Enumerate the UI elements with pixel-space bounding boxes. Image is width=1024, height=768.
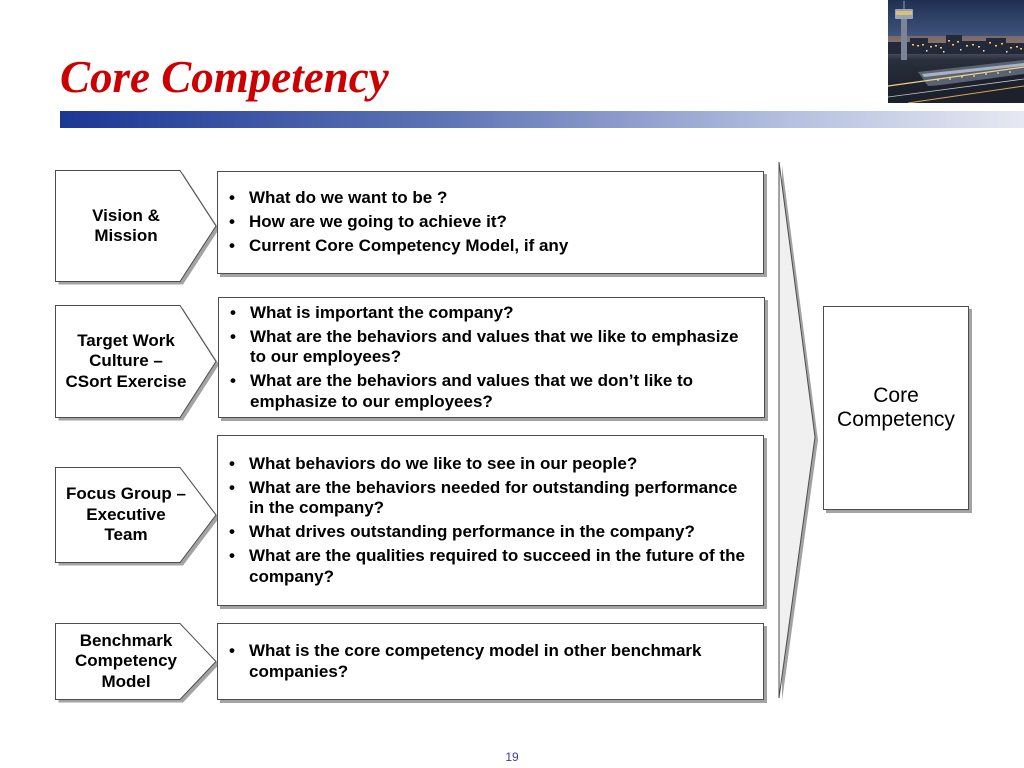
step-chevron-benchmark <box>55 623 221 700</box>
step-chevron-target-work-culture <box>55 305 221 418</box>
step-chevron-vision-mission <box>55 170 221 282</box>
question-list <box>218 641 763 682</box>
question-box-target-work-culture <box>218 297 765 418</box>
step-label-line: Culture – <box>89 351 163 371</box>
page-number: 19 <box>505 750 519 764</box>
question-bullet: • What are the qualities required to succeed in the future of the company? <box>249 546 751 587</box>
core-competency-box <box>823 306 969 510</box>
step-label-line: Team <box>104 525 148 545</box>
step-label-line: Competency <box>74 651 178 671</box>
question-box-vision-mission <box>217 171 764 274</box>
result-label-line: Core <box>873 384 919 407</box>
step-label-line: Vision & <box>92 205 160 225</box>
question-bullet: • What are the behaviors and values that we don’t like to emphasize to our employees? <box>250 371 752 412</box>
question-list <box>218 454 763 588</box>
step-label <box>55 170 197 282</box>
header-photo <box>888 0 1024 103</box>
flow-arrow-face <box>779 162 815 698</box>
question-bullet: • How are we going to achieve it? <box>249 212 751 233</box>
step-label-line: Model <box>101 671 151 691</box>
question-list <box>218 188 763 257</box>
step-label-line: Mission <box>94 226 158 245</box>
question-box-focus-group <box>217 435 764 606</box>
question-bullet: • What do we want to be ? <box>249 188 751 209</box>
night-airport-photo-icon <box>888 0 1024 103</box>
question-bullet: • What drives outstanding performance in the company? <box>249 522 751 543</box>
step-label-line: Benchmark <box>79 630 173 650</box>
step-label-line: Target Work <box>77 330 175 350</box>
control-tower <box>901 18 907 60</box>
question-bullet: • What behaviors do we like to see in our people? <box>249 454 751 475</box>
step-label-line: CSort Exercise <box>65 371 187 391</box>
step-chevron-focus-group <box>55 467 221 563</box>
question-list <box>219 303 764 413</box>
flow-arrow-icon <box>775 158 825 706</box>
result-label-line: Competency <box>837 408 955 431</box>
title-gradient-bar <box>60 111 1024 128</box>
step-label <box>55 305 197 418</box>
step-label <box>55 623 197 700</box>
question-bullet: • What are the behaviors needed for outstanding performance in the company? <box>249 478 751 519</box>
question-bullet: • What are the behaviors and values that we like to emphasize to our employees? <box>250 327 752 368</box>
question-bullet: • What is important the company? <box>250 303 752 324</box>
question-bullet: • What is the core competency model in other benchmark companies? <box>249 641 751 682</box>
step-label <box>55 467 197 563</box>
question-bullet: • Current Core Competency Model, if any <box>249 236 751 257</box>
slide-title: Core Competency <box>60 52 389 102</box>
step-label-line: Executive <box>86 504 166 524</box>
step-label-line: Focus Group – <box>66 484 186 504</box>
question-box-benchmark <box>217 623 764 700</box>
